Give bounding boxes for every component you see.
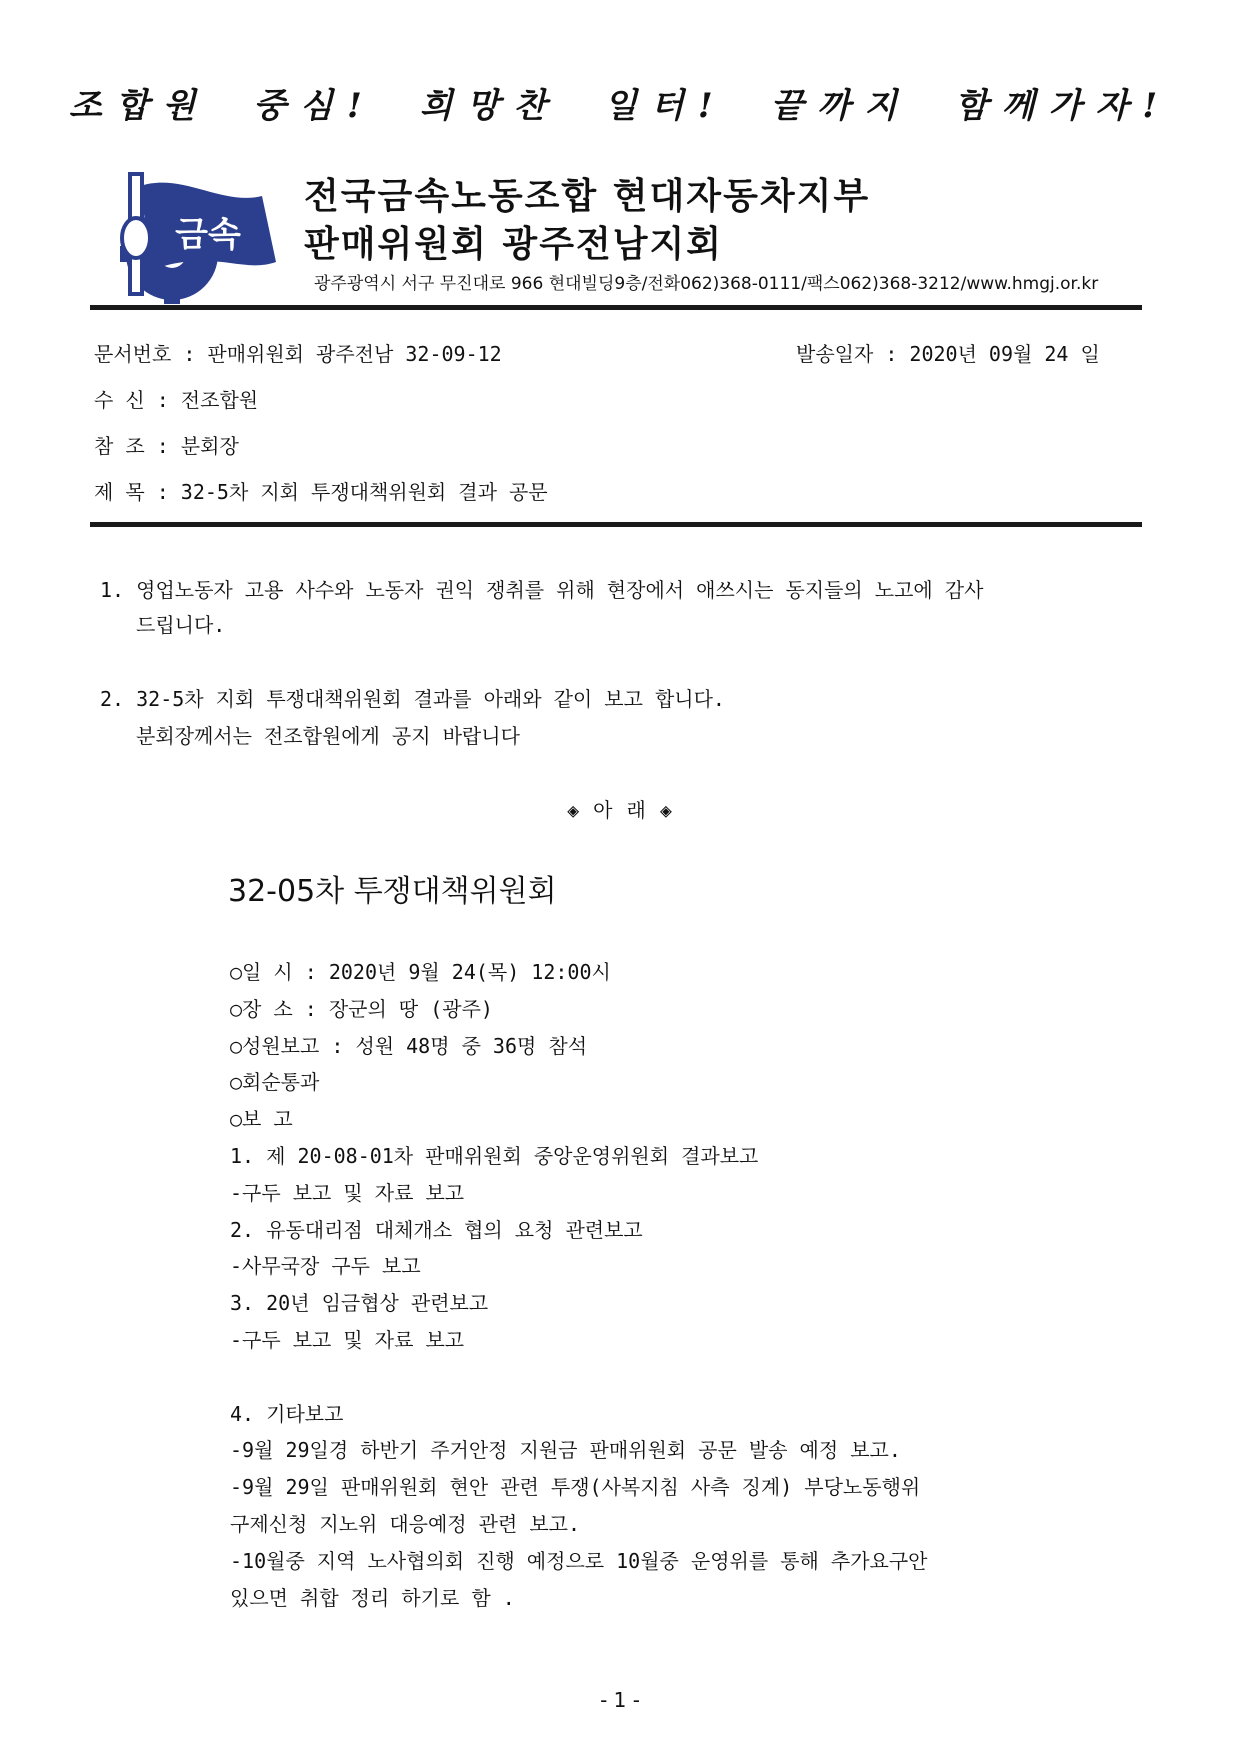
subject: 제 목 : 32-5차 지회 투쟁대책위원회 결과 공문 [94,480,548,504]
section-line: ○보 고 [230,1107,293,1132]
paragraph-1-line-1: 1. 영업노동자 고용 사수와 노동자 권익 쟁취를 위해 현장에서 애쓰시는 동지들의 노고에 감사 [100,578,984,602]
section-line: -9월 29일 판매위원회 현안 관련 투쟁(사복지침 사측 징계) 부당노동행위 [230,1475,921,1500]
header-divider [90,305,1142,310]
section-line: 있으면 취합 정리 하기로 함 . [230,1585,515,1610]
section-line: 1. 제 20-08-01차 판매위원회 중앙운영위원회 결과보고 [230,1144,759,1168]
section-line: ○회순통과 [230,1070,320,1095]
section-title: 32-05차 투쟁대책위원회 [228,874,557,909]
send-date: 발송일자 : 2020년 09월 24 일 [796,342,1100,366]
section-line: 구제신청 지노위 대응예정 관련 보고. [230,1512,581,1536]
meta-divider [90,522,1142,527]
section-line: -10월중 지역 노사협의회 진행 예정으로 10월중 운영위를 통해 추가요구안 [230,1548,928,1573]
section-line: -9월 29일경 하반기 주거안정 지원금 판매위원회 공문 발송 예정 보고. [230,1438,901,1463]
paragraph-2-line-1: 2. 32-5차 지회 투쟁대책위원회 결과를 아래와 같이 보고 합니다. [100,687,725,711]
org-name-line1: 전국금속노동조합 현대자동차지부 [304,176,871,217]
section-line: ○성원보고 : 성원 48명 중 36명 참석 [230,1033,588,1058]
page-number: - 1 - [600,1688,640,1712]
union-logo [112,166,280,304]
section-line: -구두 보고 및 자료 보고 [230,1180,465,1205]
doc-number: 문서번호 : 판매위원회 광주전남 32-09-12 [94,342,502,366]
logo-text: 금속 [175,215,241,255]
section-line: ○장 소 : 장군의 땅 (광주) [230,996,493,1021]
fist-icon [122,218,150,258]
section-line: 4. 기타보고 [230,1401,344,1426]
section-line: ○일 시 : 2020년 9월 24(목) 12:00시 [230,960,611,984]
reference: 참 조 : 분회장 [94,434,239,458]
paragraph-1-line-2: 드립니다. [136,613,226,637]
org-name-line2: 판매위원회 광주전남지회 [304,224,724,265]
paragraph-2-line-2: 분회장께서는 전조합원에게 공지 바랍니다 [136,724,520,748]
org-address: 광주광역시 서구 무진대로 966 현대빌딩9층/전화062)368-0111/팩스062)368-3212/www.hmgj.or.kr [314,274,1099,294]
section-line: -사무국장 구두 보고 [230,1254,421,1279]
slogan: 조합원 중심! 희망찬 일터! 끝까지 함께가자! [68,86,1172,126]
recipient: 수 신 : 전조합원 [94,388,259,412]
notice-heading: ◈ 아 래 ◈ [567,798,673,822]
section-line: -구두 보고 및 자료 보고 [230,1328,465,1352]
section-line: 3. 20년 임금협상 관련보고 [230,1291,489,1316]
section-line: 2. 유동대리점 대체개소 협의 요청 관련보고 [230,1217,643,1242]
